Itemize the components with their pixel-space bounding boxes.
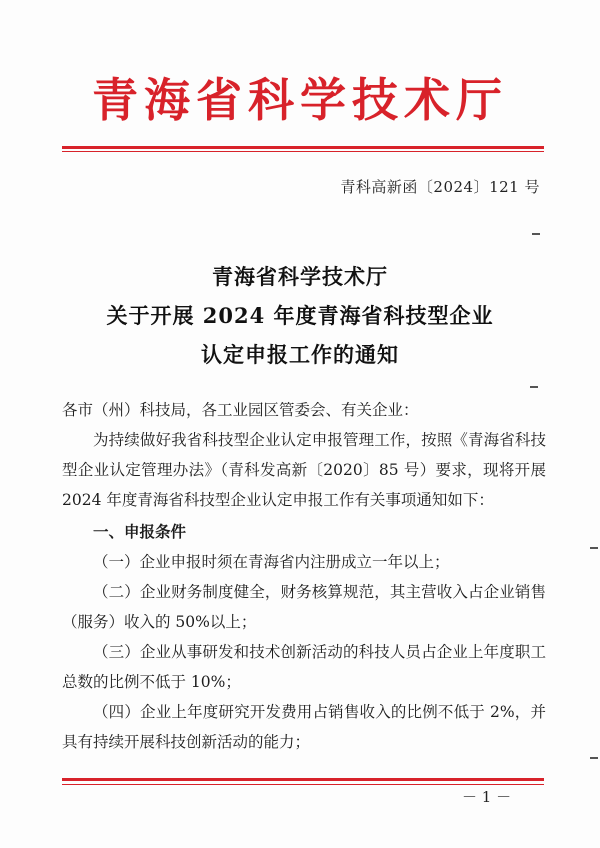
document-number: 青科高新函〔2024〕121 号 xyxy=(340,178,540,196)
section-heading-requirements: 一、申报条件 xyxy=(93,523,187,541)
intro-paragraph: 为持续做好我省科技型企业认定申报管理工作，按照《青海省科技型企业认定管理办法》（青科发高新〔2020〕85 号）要求，现将开展 2024 年度青海省科技型企业认定申报工作有关事项通知如下： xyxy=(62,431,546,509)
scan-edge-mark xyxy=(590,757,598,759)
salutation: 各市（州）科技局，各工业园区管委会、有关企业： xyxy=(62,401,419,419)
scan-edge-mark xyxy=(590,547,598,549)
footer-red-rule xyxy=(62,778,544,781)
agency-header-title: 青海省科学技术厅 xyxy=(92,73,508,127)
requirement-item-4: （四）企业上年度研究开发费用占销售收入的比例不低于 2%，并具有持续开展科技创新活动的能力； xyxy=(62,703,546,751)
document-title-line-2: 关于开展 2024 年度青海省科技型企业 xyxy=(106,303,494,328)
requirement-item-3: （三）企业从事研发和技术创新活动的科技人员占企业上年度职工总数的比例不低于 10%； xyxy=(62,643,546,691)
scan-edge-mark xyxy=(530,386,538,388)
document-title-line-1: 青海省科学技术厅 xyxy=(212,264,388,289)
footer-red-rule-thin xyxy=(62,784,544,785)
requirement-item-2: （二）企业财务制度健全，财务核算规范，其主营收入占企业销售（服务）收入的 50%以上； xyxy=(62,583,546,631)
page-number: － 1 － xyxy=(462,788,512,806)
scan-edge-mark xyxy=(532,233,540,235)
requirement-item-1: （一）企业申报时须在青海省内注册成立一年以上； xyxy=(93,553,450,571)
header-red-rule-thin xyxy=(62,151,544,152)
header-red-rule xyxy=(62,146,544,149)
document-title-line-3: 认定申报工作的通知 xyxy=(201,342,399,367)
